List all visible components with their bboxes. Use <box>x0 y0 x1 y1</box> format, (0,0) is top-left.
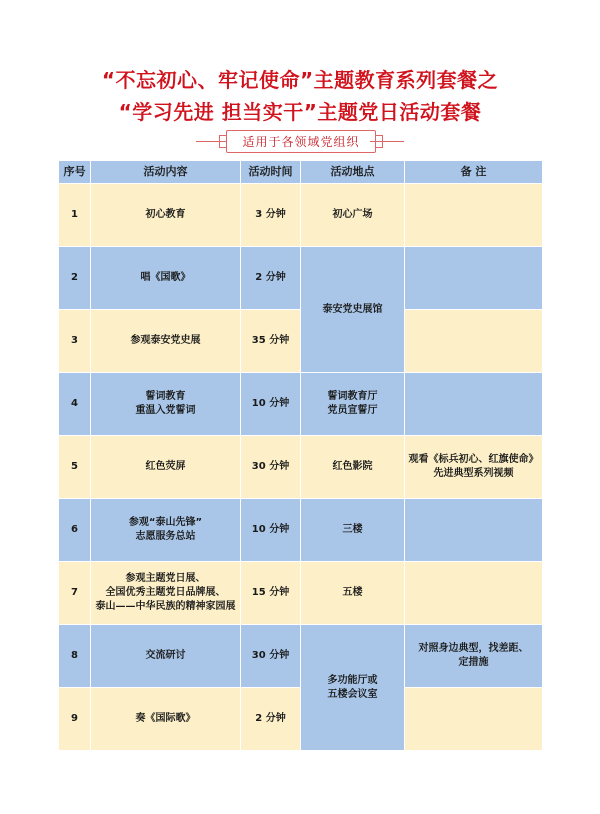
header-note: 备 注 <box>405 161 543 184</box>
row-time: 2 分钟 <box>241 247 301 310</box>
row-number: 4 <box>59 373 91 436</box>
table-row <box>59 436 543 499</box>
row-place: 泰安党史展馆 <box>301 247 405 373</box>
row-content: 红色荧屏 <box>91 436 241 499</box>
row-time: 30 分钟 <box>241 436 301 499</box>
table-row <box>59 247 543 310</box>
row-note <box>405 499 543 562</box>
row-content: 参观主题党日展、 全国优秀主题党日品牌展、 泰山——中华民族的精神家园展 <box>91 562 241 625</box>
header-place: 活动地点 <box>301 161 405 184</box>
row-time: 10 分钟 <box>241 373 301 436</box>
row-number: 8 <box>59 625 91 688</box>
header-time: 活动时间 <box>241 161 301 184</box>
header-content: 活动内容 <box>91 161 241 184</box>
row-place: 三楼 <box>301 499 405 562</box>
row-number: 2 <box>59 247 91 310</box>
row-note <box>405 247 543 310</box>
page-title-line-2: “学习先进 担当实干”主题党日活动套餐 <box>118 100 482 124</box>
header-number: 序号 <box>59 161 91 184</box>
row-time: 3 分钟 <box>241 184 301 247</box>
row-content: 唱《国歌》 <box>91 247 241 310</box>
table-header-row <box>59 161 543 184</box>
row-note <box>405 373 543 436</box>
row-number: 5 <box>59 436 91 499</box>
row-number: 6 <box>59 499 91 562</box>
row-number: 3 <box>59 310 91 373</box>
row-place: 五楼 <box>301 562 405 625</box>
subtitle: 适用于各领域党组织 <box>226 130 376 153</box>
row-number: 7 <box>59 562 91 625</box>
row-number: 9 <box>59 688 91 751</box>
row-content: 奏《国际歌》 <box>91 688 241 751</box>
row-note: 对照身边典型，找差距、 定措施 <box>405 625 543 688</box>
row-note <box>405 184 543 247</box>
table-row <box>59 625 543 688</box>
row-note: 观看《标兵初心、红旗使命》 先进典型系列视频 <box>405 436 543 499</box>
row-time: 15 分钟 <box>241 562 301 625</box>
row-place: 红色影院 <box>301 436 405 499</box>
row-content: 参观泰安党史展 <box>91 310 241 373</box>
row-note <box>405 688 543 751</box>
row-content: 初心教育 <box>91 184 241 247</box>
table-row <box>59 499 543 562</box>
row-content: 参观“泰山先锋” 志愿服务总站 <box>91 499 241 562</box>
row-place: 初心广场 <box>301 184 405 247</box>
subtitle-banner <box>0 128 600 154</box>
table-row <box>59 184 543 247</box>
row-time: 30 分钟 <box>241 625 301 688</box>
row-content: 誓词教育 重温入党誓词 <box>91 373 241 436</box>
row-place: 多功能厅或 五楼会议室 <box>301 625 405 751</box>
divider-right <box>370 141 404 142</box>
table-row <box>59 562 543 625</box>
row-time: 35 分钟 <box>241 310 301 373</box>
row-note <box>405 562 543 625</box>
page-title-line-1: “不忘初心、牢记使命”主题教育系列套餐之 <box>101 68 499 92</box>
activity-table <box>58 160 543 751</box>
row-note <box>405 310 543 373</box>
row-time: 10 分钟 <box>241 499 301 562</box>
row-number: 1 <box>59 184 91 247</box>
row-place: 誓词教育厅 党员宣誓厅 <box>301 373 405 436</box>
row-content: 交流研讨 <box>91 625 241 688</box>
row-time: 2 分钟 <box>241 688 301 751</box>
table-row <box>59 373 543 436</box>
